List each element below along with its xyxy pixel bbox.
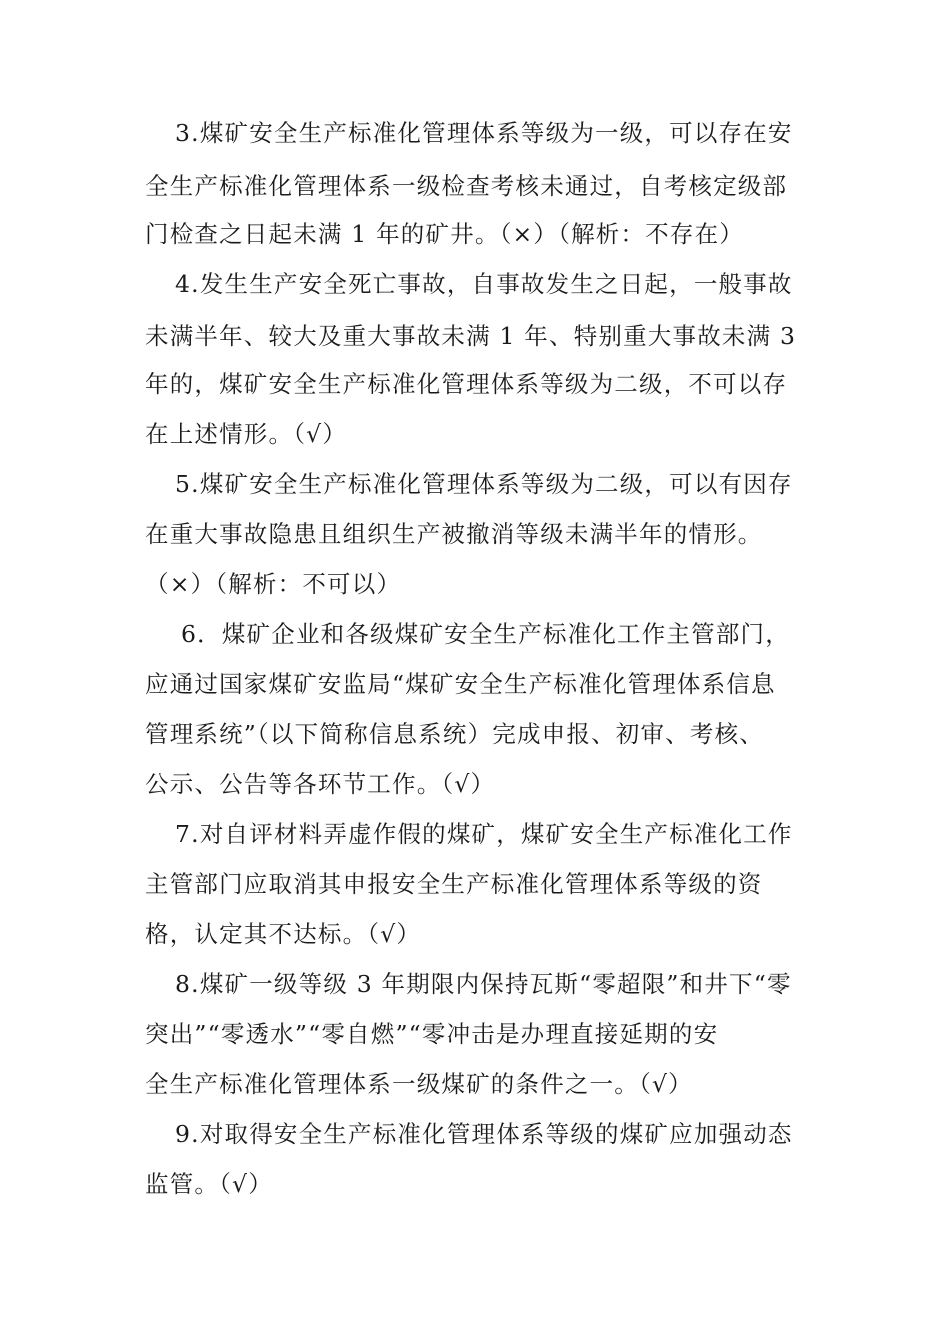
question-6-line-4: 公示、公告等各环节工作。（√）	[145, 770, 496, 798]
question-7-line-2: 主管部门应取消其申报安全生产标准化管理体系等级的资	[145, 870, 763, 898]
question-7-line-1: 7.对自评材料弄虚作假的煤矿，煤矿安全生产标准化工作	[175, 820, 793, 848]
question-5-line-3: （×）（解析：不可以）	[145, 570, 402, 598]
question-8-line-2: 突出”“零透水”“零自燃”“零冲击是办理直接延期的安	[145, 1020, 719, 1048]
question-3-line-1: 3.煤矿安全生产标准化管理体系等级为一级，可以存在安	[175, 119, 793, 147]
question-6-line-2: 应通过国家煤矿安监局“煤矿安全生产标准化管理体系信息	[145, 670, 776, 698]
question-3-line-2: 全生产标准化管理体系一级检查考核未通过，自考核定级部	[145, 172, 788, 200]
question-4-line-4: 在上述情形。（√）	[145, 420, 348, 448]
question-3-line-3: 门检查之日起未满 1 年的矿井。（×）（解析：不存在）	[145, 220, 744, 248]
question-6-line-3: 管理系统”（以下简称信息系统）完成申报、初审、考核、	[145, 720, 764, 748]
question-9-line-1: 9.对取得安全生产标准化管理体系等级的煤矿应加强动态	[175, 1120, 793, 1148]
question-5-line-2: 在重大事故隐患且组织生产被撤消等级未满半年的情形。	[145, 520, 763, 548]
question-6-line-1: 6．煤矿企业和各级煤矿安全生产标准化工作主管部门，	[181, 620, 790, 648]
question-8-line-1: 8.煤矿一级等级 3 年期限内保持瓦斯“零超限”和井下“零	[175, 970, 792, 998]
question-8-line-3: 全生产标准化管理体系一级煤矿的条件之一。（√）	[145, 1070, 693, 1098]
question-4-line-3: 年的，煤矿安全生产标准化管理体系等级为二级，不可以存	[145, 370, 788, 398]
question-9-line-2: 监管。（√）	[145, 1170, 273, 1198]
question-4-line-2: 未满半年、较大及重大事故未满 1 年、特别重大事故未满 3	[145, 322, 797, 350]
question-7-line-3: 格，认定其不达标。（√）	[145, 920, 422, 948]
question-4-line-1: 4.发生生产安全死亡事故，自事故发生之日起，一般事故	[175, 270, 793, 298]
question-5-line-1: 5.煤矿安全生产标准化管理体系等级为二级，可以有因存	[175, 470, 793, 498]
